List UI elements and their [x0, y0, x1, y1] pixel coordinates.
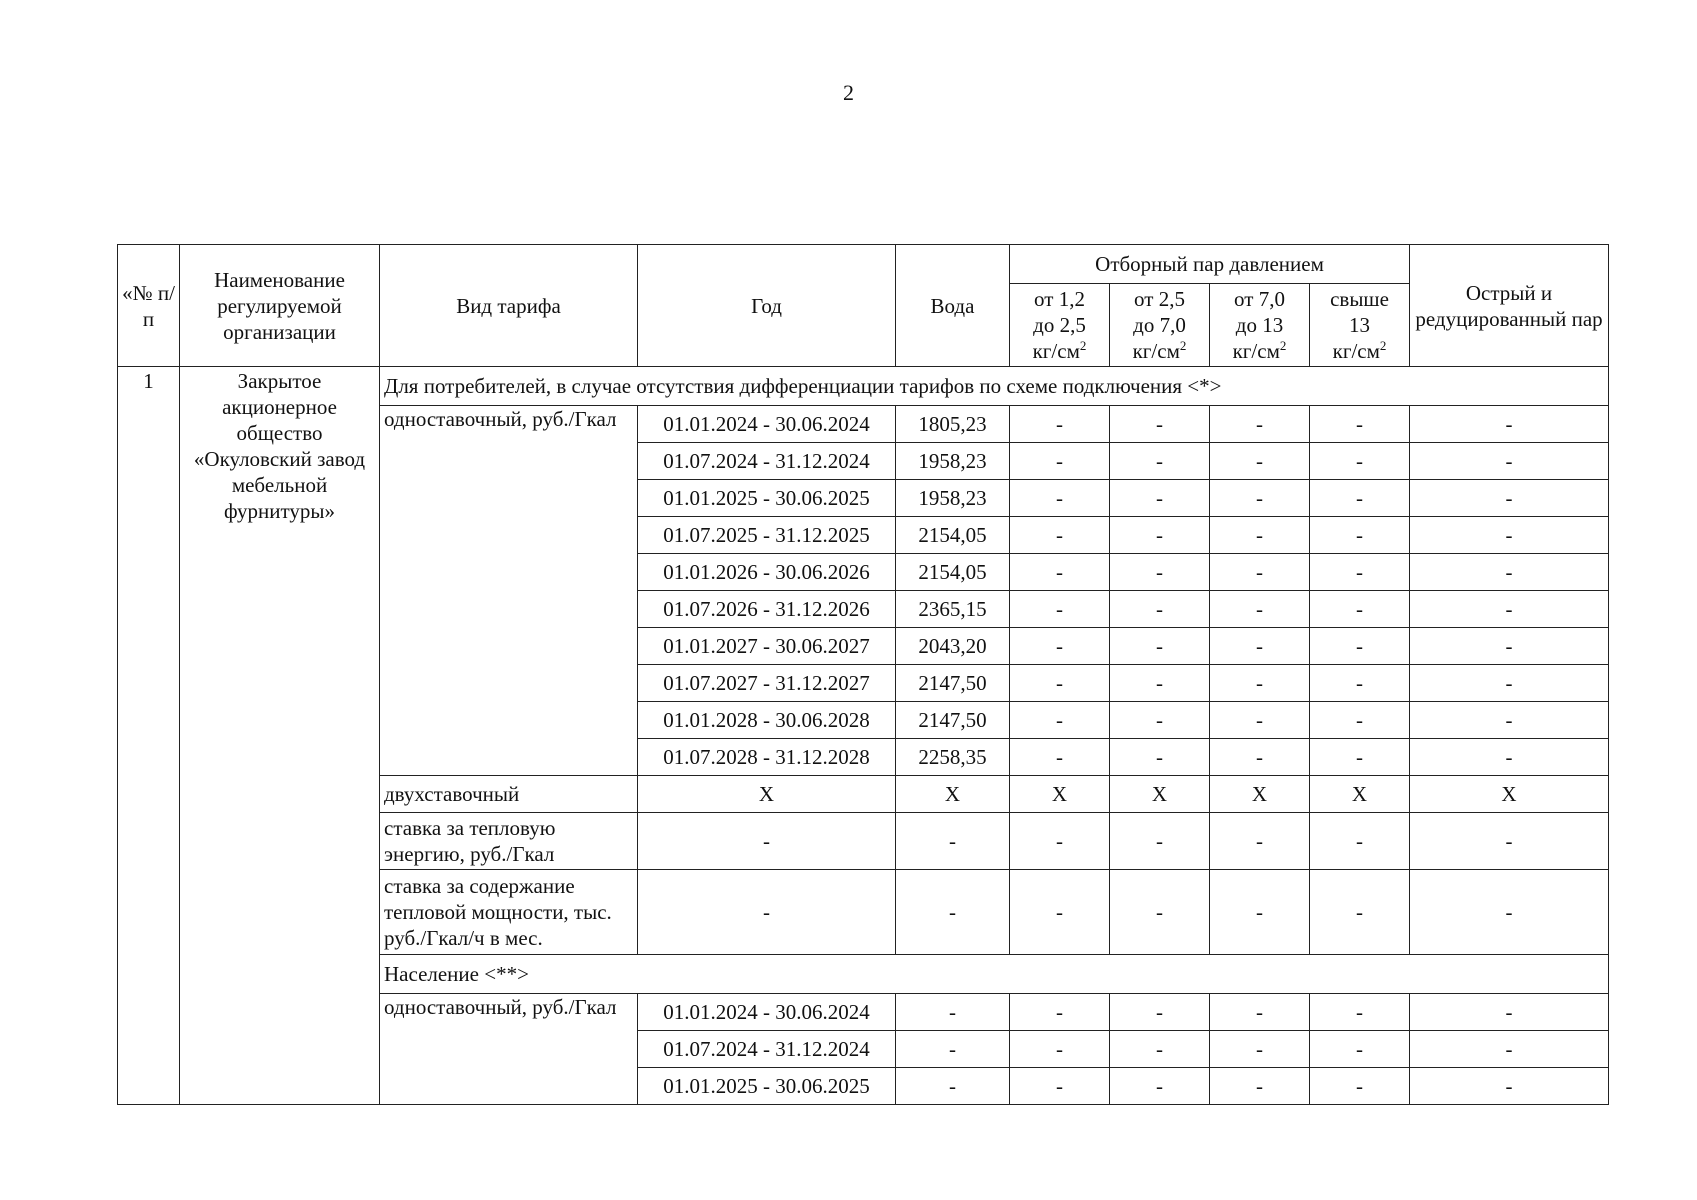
value-cell-s3: - [1210, 870, 1310, 955]
value-cell-s1: - [1010, 517, 1110, 554]
value-cell-s4: - [1310, 1068, 1410, 1105]
value-cell-s2: - [1110, 813, 1210, 870]
value-cell-sharp: - [1410, 813, 1609, 870]
header-steam-col-4 [1310, 284, 1410, 367]
period-cell: 01.07.2024 - 31.12.2024 [638, 443, 896, 480]
value-cell-s3: - [1210, 406, 1310, 443]
value-cell-sharp: - [1410, 870, 1609, 955]
value-cell-water: 2147,50 [896, 665, 1010, 702]
unit-superscript: 2 [1279, 338, 1287, 353]
section-title: Население <**> [380, 955, 1609, 994]
value-cell-water: 2147,50 [896, 702, 1010, 739]
value-cell-s1: - [1010, 813, 1110, 870]
rate-label: двухставочный [380, 776, 638, 813]
value-cell-sharp: - [1410, 591, 1609, 628]
header-year: Год [638, 245, 896, 367]
period-cell: 01.01.2026 - 30.06.2026 [638, 554, 896, 591]
period-cell: 01.01.2028 - 30.06.2028 [638, 702, 896, 739]
value-cell-sharp: - [1410, 554, 1609, 591]
unit-text: кг/см [1132, 339, 1180, 363]
value-cell-water: 2043,20 [896, 628, 1010, 665]
value-cell-s2: - [1110, 443, 1210, 480]
period-cell: 01.07.2025 - 31.12.2025 [638, 517, 896, 554]
value-cell-s4: - [1310, 994, 1410, 1031]
value-cell-s3: - [1210, 517, 1310, 554]
value-cell-water: - [896, 994, 1010, 1031]
unit-superscript: 2 [1179, 338, 1187, 353]
value-cell-s3: - [1210, 628, 1310, 665]
period-cell: 01.07.2028 - 31.12.2028 [638, 739, 896, 776]
page-number: 2 [843, 80, 854, 105]
value-cell-sharp: - [1410, 480, 1609, 517]
unit-text: кг/см [1332, 339, 1380, 363]
value-cell-s3: - [1210, 702, 1310, 739]
value-cell-s4: - [1310, 813, 1410, 870]
value-cell-s1: - [1010, 628, 1110, 665]
header-steam-col-line: до 7,0 [1133, 313, 1186, 337]
header-num: «№ п/п [118, 245, 180, 367]
value-cell-s4: - [1310, 870, 1410, 955]
value-cell-sharp: - [1410, 517, 1609, 554]
value-cell-s2: - [1110, 517, 1210, 554]
value-cell-s1: - [1010, 443, 1110, 480]
value-cell-water: 1958,23 [896, 443, 1010, 480]
value-cell-s3: - [1210, 443, 1310, 480]
value-cell-s3: - [1210, 480, 1310, 517]
value-cell-s1: - [1010, 665, 1110, 702]
value-cell-s1: X [1010, 776, 1110, 813]
value-cell-s1: - [1010, 406, 1110, 443]
value-cell-sharp: - [1410, 702, 1609, 739]
header-steam-col-3 [1210, 284, 1310, 367]
value-cell-water: 2154,05 [896, 517, 1010, 554]
value-cell-s4: - [1310, 702, 1410, 739]
value-cell-s2: - [1110, 480, 1210, 517]
value-cell-sharp: - [1410, 1031, 1609, 1068]
period-cell: 01.01.2025 - 30.06.2025 [638, 1068, 896, 1105]
value-cell-s4: X [1310, 776, 1410, 813]
value-cell-s1: - [1010, 870, 1110, 955]
header-tariff-type: Вид тарифа [380, 245, 638, 367]
value-cell-s2: - [1110, 870, 1210, 955]
unit-text: кг/см [1232, 339, 1280, 363]
rate-label: ставка за тепловую энергию, руб./Гкал [380, 813, 638, 870]
single-rate-label: одноставочный, руб./Гкал [380, 406, 638, 776]
value-cell-s2: - [1110, 628, 1210, 665]
period-cell: 01.01.2024 - 30.06.2024 [638, 406, 896, 443]
header-steam-col-1 [1010, 284, 1110, 367]
period-cell: 01.01.2025 - 30.06.2025 [638, 480, 896, 517]
value-cell-s3: - [1210, 554, 1310, 591]
value-cell-s4: - [1310, 739, 1410, 776]
value-cell-sharp: - [1410, 406, 1609, 443]
header-water: Вода [896, 245, 1010, 367]
year-cell: - [638, 813, 896, 870]
period-cell: 01.07.2024 - 31.12.2024 [638, 1031, 896, 1068]
value-cell-s4: - [1310, 1031, 1410, 1068]
header-steam-col-unit [1114, 338, 1205, 364]
value-cell-water: - [896, 870, 1010, 955]
value-cell-water: 2258,35 [896, 739, 1010, 776]
header-steam-col-line: от 7,0 [1234, 287, 1285, 311]
value-cell-water: 2154,05 [896, 554, 1010, 591]
header-steam-col-line: свыше [1330, 287, 1389, 311]
value-cell-s4: - [1310, 517, 1410, 554]
value-cell-s3: - [1210, 591, 1310, 628]
tariff-table [117, 244, 1609, 1105]
unit-superscript: 2 [1079, 338, 1087, 353]
header-steam-col-unit [1314, 338, 1405, 364]
period-cell: 01.01.2024 - 30.06.2024 [638, 994, 896, 1031]
value-cell-sharp: - [1410, 665, 1609, 702]
value-cell-sharp: X [1410, 776, 1609, 813]
value-cell-s2: - [1110, 554, 1210, 591]
section-title-row [118, 367, 1609, 406]
header-steam-col-unit [1214, 338, 1305, 364]
period-cell: 01.07.2027 - 31.12.2027 [638, 665, 896, 702]
value-cell-sharp: - [1410, 994, 1609, 1031]
value-cell-water: - [896, 813, 1010, 870]
header-steam-col-2 [1110, 284, 1210, 367]
value-cell-s2: X [1110, 776, 1210, 813]
header-org: Наименование регулируемой организации [180, 245, 380, 367]
value-cell-s2: - [1110, 406, 1210, 443]
value-cell-s4: - [1310, 406, 1410, 443]
value-cell-s3: - [1210, 1068, 1310, 1105]
value-cell-s2: - [1110, 665, 1210, 702]
header-steam-group: Отборный пар давлением [1010, 245, 1410, 284]
value-cell-s3: X [1210, 776, 1310, 813]
value-cell-s1: - [1010, 739, 1110, 776]
value-cell-sharp: - [1410, 1068, 1609, 1105]
single-rate-label: одноставочный, руб./Гкал [380, 994, 638, 1105]
header-steam-col-line: до 2,5 [1033, 313, 1086, 337]
value-cell-sharp: - [1410, 628, 1609, 665]
header-steam-col-line: от 1,2 [1034, 287, 1085, 311]
header-steam-col-line: до 13 [1235, 313, 1284, 337]
value-cell-s1: - [1010, 480, 1110, 517]
value-cell-s4: - [1310, 443, 1410, 480]
value-cell-s1: - [1010, 994, 1110, 1031]
value-cell-s4: - [1310, 665, 1410, 702]
value-cell-water: - [896, 1031, 1010, 1068]
value-cell-water: X [896, 776, 1010, 813]
section-title: Для потребителей, в случае отсутствия дифференциации тарифов по схеме подключения <*> [380, 367, 1609, 406]
header-steam-col-line: от 2,5 [1134, 287, 1185, 311]
value-cell-s4: - [1310, 554, 1410, 591]
value-cell-s4: - [1310, 480, 1410, 517]
unit-superscript: 2 [1379, 338, 1387, 353]
year-cell: - [638, 870, 896, 955]
org-number: 1 [118, 367, 180, 1105]
unit-text: кг/см [1032, 339, 1080, 363]
header-steam-col-unit [1014, 338, 1105, 364]
value-cell-s4: - [1310, 591, 1410, 628]
value-cell-water: 2365,15 [896, 591, 1010, 628]
year-cell: X [638, 776, 896, 813]
value-cell-s1: - [1010, 702, 1110, 739]
value-cell-water: 1805,23 [896, 406, 1010, 443]
value-cell-s2: - [1110, 1068, 1210, 1105]
value-cell-water: 1958,23 [896, 480, 1010, 517]
value-cell-s3: - [1210, 1031, 1310, 1068]
value-cell-s1: - [1010, 591, 1110, 628]
value-cell-s2: - [1110, 591, 1210, 628]
header-steam-col-line: 13 [1349, 313, 1370, 337]
value-cell-s4: - [1310, 628, 1410, 665]
value-cell-s3: - [1210, 813, 1310, 870]
value-cell-sharp: - [1410, 739, 1609, 776]
period-cell: 01.07.2026 - 31.12.2026 [638, 591, 896, 628]
value-cell-sharp: - [1410, 443, 1609, 480]
period-cell: 01.01.2027 - 30.06.2027 [638, 628, 896, 665]
value-cell-s3: - [1210, 994, 1310, 1031]
value-cell-s1: - [1010, 554, 1110, 591]
value-cell-s3: - [1210, 739, 1310, 776]
header-sharp-steam: Острый и редуцированный пар [1410, 245, 1609, 367]
value-cell-s3: - [1210, 665, 1310, 702]
value-cell-s2: - [1110, 994, 1210, 1031]
org-name: Закрытое акционерное общество «Окуловский завод мебельной фурнитуры» [180, 367, 380, 1105]
value-cell-s1: - [1010, 1068, 1110, 1105]
value-cell-s1: - [1010, 1031, 1110, 1068]
value-cell-s2: - [1110, 739, 1210, 776]
value-cell-water: - [896, 1068, 1010, 1105]
value-cell-s2: - [1110, 1031, 1210, 1068]
rate-label: ставка за содержание тепловой мощности, тыс. руб./Гкал/ч в мес. [380, 870, 638, 955]
value-cell-s2: - [1110, 702, 1210, 739]
